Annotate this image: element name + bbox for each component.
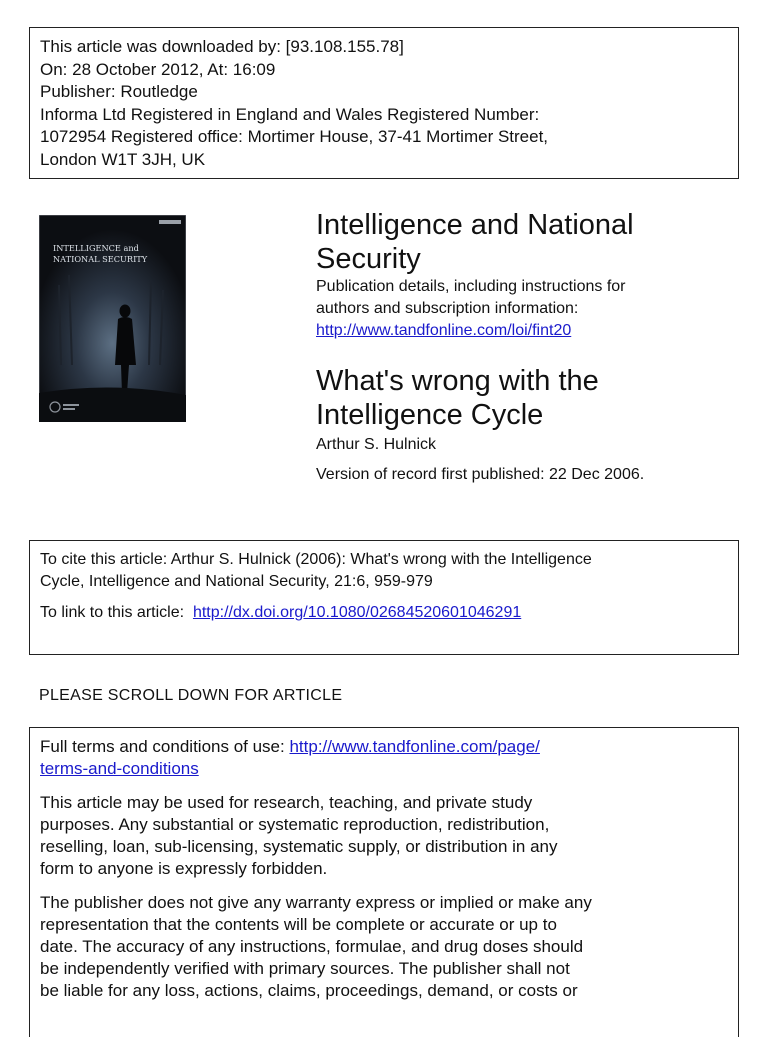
usage-paragraph [40, 792, 738, 880]
article-author: Arthur S. Hulnick [316, 436, 437, 453]
download-info-line: On: 28 October 2012, At: 16:09 [40, 59, 276, 79]
terms-url-link[interactable]: http://www.tandfonline.com/page/ [289, 737, 540, 756]
download-info-line: This article was downloaded by: [93.108.155.78] [40, 37, 404, 56]
terms-intro: Full terms and conditions of use: [40, 737, 285, 756]
citation-line: Cycle, Intelligence and National Security, 21:6, 959-979 [40, 573, 433, 590]
paragraph-line: be independently verified with primary sources. The publisher shall not [40, 959, 570, 978]
publication-details [316, 276, 736, 342]
paragraph-line: be liable for any loss, actions, claims, proceedings, demand, or costs or [40, 981, 578, 1000]
doi-link[interactable]: http://dx.doi.org/10.1080/02684520601046291 [192, 604, 522, 621]
terms-url-link-continued[interactable]: terms-and-conditions [40, 759, 199, 778]
citation-box [29, 540, 739, 655]
scroll-notice: PLEASE SCROLL DOWN FOR ARTICLE [39, 687, 343, 704]
paragraph-line: The publisher does not give any warranty express or implied or make any [40, 893, 592, 912]
terms-box [29, 727, 739, 1037]
journal-url-link[interactable]: http://www.tandfonline.com/loi/fint20 [316, 322, 572, 339]
journal-title-line: Intelligence and National [316, 209, 634, 241]
article-title [316, 364, 736, 432]
article-link-row [40, 602, 738, 624]
publication-details-line: Publication details, including instructions for [316, 278, 626, 295]
paragraph-line: This article may be used for research, teaching, and private study [40, 793, 533, 812]
download-info-line: 1072954 Registered office: Mortimer House, 37-41 Mortimer Street, [40, 127, 549, 146]
terms-intro-line [40, 736, 738, 758]
cover-title-line: INTELLIGENCE and [53, 243, 139, 253]
article-title-line: Intelligence Cycle [316, 399, 544, 431]
citation-line: To cite this article: Arthur S. Hulnick (2006): What's wrong with the Intelligence [40, 551, 592, 568]
journal-title-line: Security [316, 243, 421, 275]
disclaimer-paragraph [40, 892, 738, 1002]
paragraph-line: form to anyone is expressly forbidden. [40, 859, 328, 878]
paragraph-line: purposes. Any substantial or systematic reproduction, redistribution, [40, 815, 550, 834]
cover-artwork [39, 215, 186, 422]
paragraph-line: date. The accuracy of any instructions, formulae, and drug doses should [40, 937, 584, 956]
publication-details-line: authors and subscription information: [316, 300, 579, 317]
journal-cover-image [39, 215, 186, 422]
download-info-box [29, 27, 739, 179]
paragraph-line: representation that the contents will be complete or accurate or up to [40, 915, 557, 934]
version-of-record: Version of record first published: 22 Dec 2006. [316, 466, 645, 483]
figure-head [120, 305, 131, 318]
download-info-line: London W1T 3JH, UK [40, 149, 206, 169]
paragraph-line: reselling, loan, sub-licensing, systematic supply, or distribution in any [40, 837, 558, 856]
article-title-line: What's wrong with the [316, 365, 599, 397]
download-info-line: Informa Ltd Registered in England and Wales Registered Number: [40, 104, 540, 124]
article-info [316, 208, 736, 486]
cover-title-line: NATIONAL SECURITY [53, 254, 148, 264]
download-info-line: Publisher: Routledge [40, 82, 198, 101]
journal-title [316, 208, 736, 276]
article-link-label: To link to this article: [40, 604, 185, 621]
